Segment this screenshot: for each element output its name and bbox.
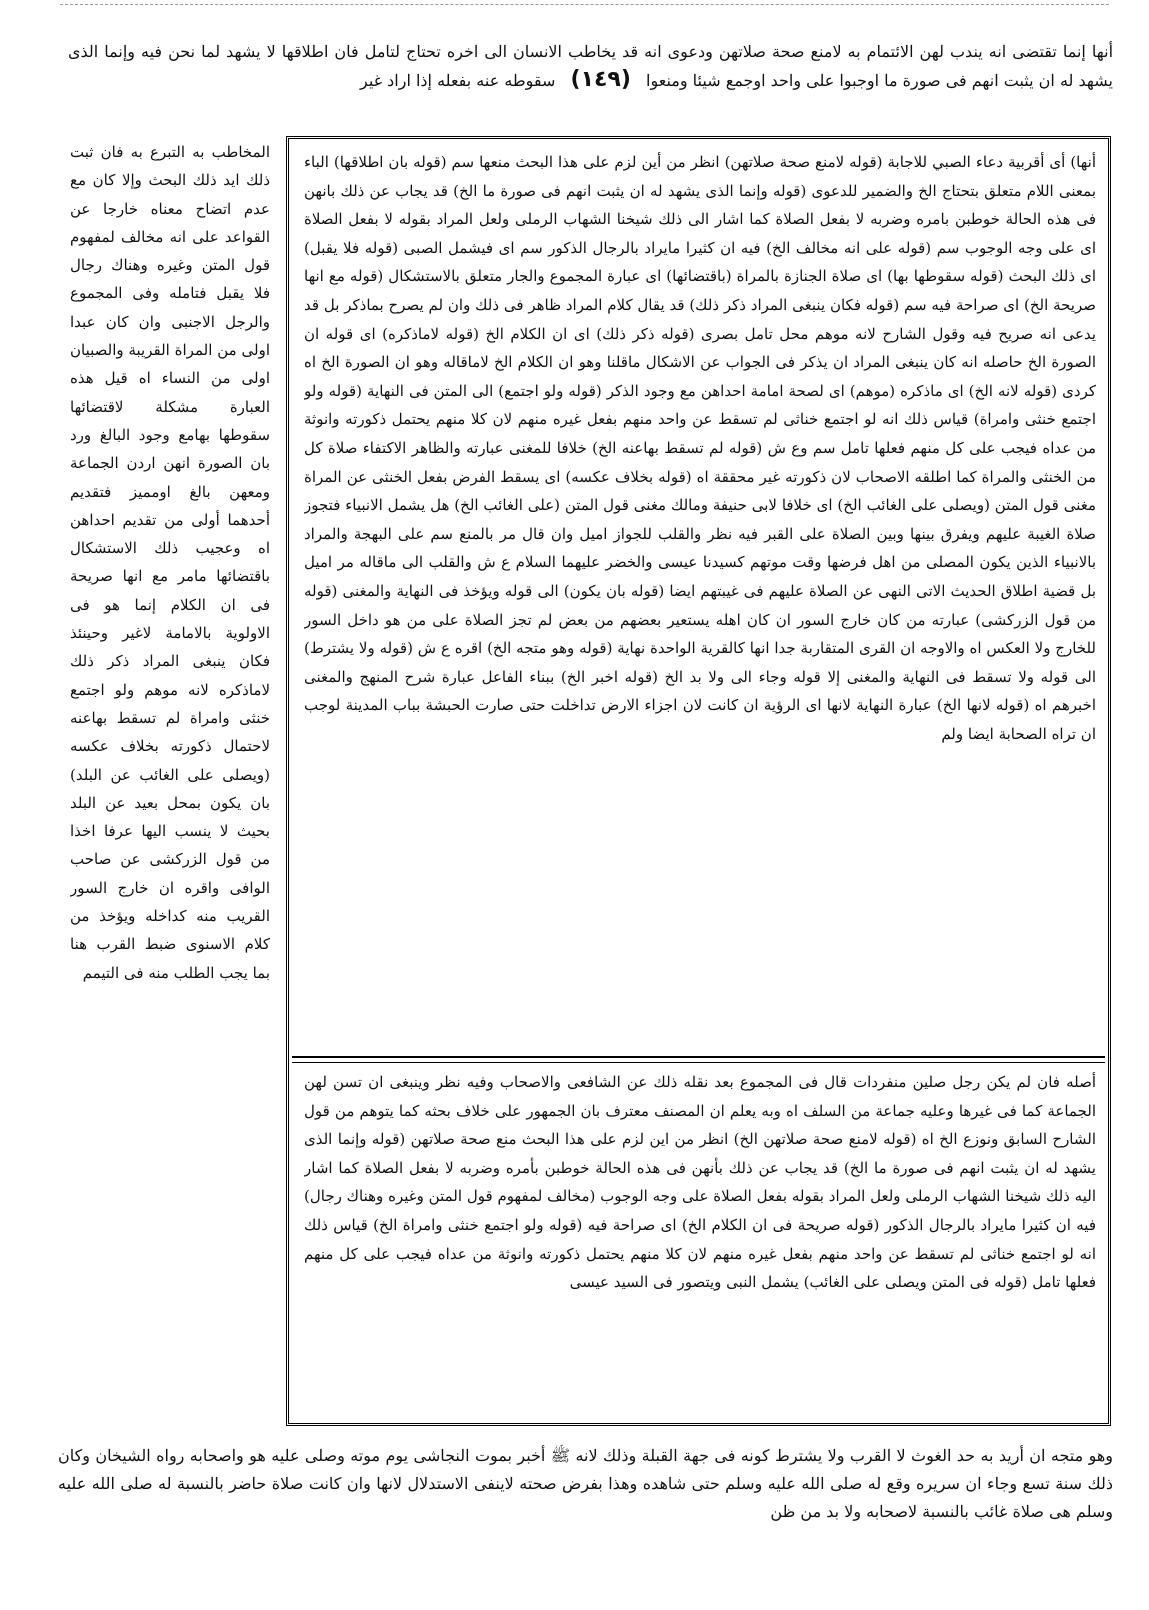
main-top-line1: أنها إنما تقتضى انه يندب لهن الائتمام به لامنع صحة صلاتهن ودعوى انه قد يخاطب الانسان الى اخره تحتاج لتامل فان اطلاقها لا يشهد لما نحن [168, 42, 1113, 61]
main-text-side-column: المخاطب به التبرع به فان ثبت ذلك ايد ذلك البحث وإلا كان مع عدم اتضاح معناه خارجا عن القواعد على انه مخالف لمفهوم قول المتن وغيره وهناك رجال فلا يقبل فتامله وفى المجموع والرجل الاجنبى وان كان عبدا اولى من المراة القريبة والصبيان اولى من النساء اه قيل هذه العبارة مشكلة لاقتضائها سقوطها بهامع وجود البالغ ورد بان الصورة انهن اردن الجماعة ومعهن بالغ اومميز فتقديم أحدهما أولى من تقديم احداهن اه وعجيب ذلك الاستشكال باقتضائها مامر مع انها صريحة فى ان الكلام إنما هو فى الاولوية بالامامة لاغير وحينئذ فكان ينبغى المراد ذكر ذلك لاماذكره لانه موهم ولو اجتمع خنثى وامراة لم تسقط بهاعنه لاحتمال ذكورته بخلاف عكسه (ويصلى على الغائب عن البلد) بان يكون بمحل بعيد عن البلد بحيث لا ينسب اليها عرفا اخذا من قول الزركشى عن صاحب الوافى واقره ان خارج السور القريب منه كداخله ويؤخذ من كلام الاسنوى ضبط القرب هنا بما يجب الطلب منه فى التيمم [70, 143, 270, 982]
commentary-upper: أنها) أى أقربية دعاء الصبي للاجابة (قوله لامنع صحة صلاتهن) انظر من أين لزم على هذا البحث منعها سم (قوله بان اطلاقها) الباء بمعنى اللام متعلق بتحتاج الخ والضمير للدعوى (قوله وإنما الذى يشهد له ان يثبت انهم فى صورة ما الخ) قد يجاب عن ذلك بانهن فى هذه الحالة خوطبن بامره وضربه لا بفعل الصلاة كما اشار الى ذلك شيخنا الشهاب الرملى ولعل المراد بقوله لا بفعل الصلاة اى على وجه الوجوب سم (قوله على انه مخالف الخ) فيه ان كثيرا مايراد بالرجال الذكور سم اى فيشمل الصبى (قوله فلا يقبل) اى ذلك البحث (قوله سقوطها بها) اى صلاة الجنازة بالمراة (باقتضائها) اى عبارة المجموع والجار متعلق بالاستشكال (قوله مع انها صريحة الخ) اى صراحة فيه سم (قوله فكان ينبغى المراد ذكر ذلك) قد يقال كلام المراد ظاهر فى ذلك وان لم يصرح بماذكر بل قد يدعى انه صريح فيه وقول الشارح لانه موهم محل تامل بصرى (قوله ذكر ذلك) اى ان الكلام الخ (قوله لاماذكره) اى قوله ان الصورة الخ حاصله انه كان ينبغى المراد ان يذكر فى الجواب عن الاشكال ماقلنا وهو ان الكلام الخ لاماقاله وهو ان الصورة الخ اه كردى (قوله لانه الخ) اى ماذكره (موهم) اى لصحة امامة احداهن مع وجود الذكر (قوله ولو اجتمع) الى المتن فى النهاية (قوله ولو اجتمع خنثى وامراة) قياس ذلك انه لو اجتمع خناثى لم تسقط عن واحد منهم بفعل غيره منهم لان كلا منهم يحتمل ذكورته وانوثة من عداه فيجب على كل منهم فعلها تامل سم وع ش (قوله لم تسقط بهاعنه الخ) خلافا للمغنى عبارته والظاهر الاكتفاء صلاة كل من الخنثى والمراة كما اطلقه الاصحاب لان ذكورته غير محققة اه (قوله بخلاف عكسه) اى يسقط الفرض بفعل الخنثى عن المراة مغنى قول المتن (ويصلى على الغائب الخ) اى خلافا لابى حنيفة ومالك مغنى قول المتن (على الغائب الخ) هل يشمل الانبياء فتجوز صلاة الغيبة عليهم ويفرق بينها وبين الصلاة على القبر فيه نظر والقلب للجواز اميل وان قال مر بالمنع سم على البهجة والمراد بالانبياء الذين يكون المصلى من اهل فرضها وقت موتهم كسيدنا عيسى والخضر عليهما السلام ع ش والقلب الى ماقاله مر اميل بل قضية اطلاق الحديث الاتى النهى عن الصلاة عليهم فى غيبتهم ايضا (قوله بان يكون) الى قوله ويؤخذ فى النهاية والمغنى (قوله من قول الزركشى) عبارته من كان خارج السور ان كان اهله يستعير بعضهم من بعض لم تجز الصلاة على من هو داخل السور للخارج ولا العكس اه والاوجه ان القرى المتقاربة جدا انها كالقرية الواحدة نهاية (قوله وهو متجه الخ) اقره ع ش (قوله ولا يشترط) الى قوله ولا تسقط فى النهاية والمغنى إلا قوله وجاء الى ولا بد الخ (قوله اخبر الخ) ببناء الفاعل عبارة شرح المنهج والمغنى اخبرهم اه (قوله لانها الخ) عبارة النهاية لانها اى الرؤية ان كانت لان اجزاء الارض تداخلت حتى صارت الحبشة بباب المدينة لوجب ان تراه الصحابة ايضا ولم [304, 153, 1096, 743]
main-top-line2b: سقوطه عنه بفعله إذا اراد غير [360, 71, 556, 90]
main-text-top [68, 38, 1113, 138]
commentary-divider-thin [292, 1062, 1105, 1063]
main-text-bottom: وهو متجه ان أريد به حد الغوث لا القرب ولا يشترط كونه فى جهة القبلة وذلك لانه ﷺ أخبر بموت النجاشى يوم موته وصلى عليه هو واصحابه رواه الشيخان وكان ذلك سنة تسع وجاء ان سريره وقع له صلى الله عليه وسلم حتى شاهده وهذا بفرض صحته لاينفى الاستدلال لانها وان كانت صلاة حاضر بالنسبة له صلى الله عليه وسلم هى صلاة غائب بالنسبة لاصحابه ولا بد من ظن [58, 1446, 1113, 1521]
main-top-line2a: فيه وإنما الذى يشهد له ان يثبت انهم فى صورة ما اوجبوا على واحد اوجمع شيئا ومنعوا [68, 42, 1113, 90]
commentary-lower: أصله فان لم يكن رجل صلين منفردات قال فى المجموع بعد نقله ذلك عن الشافعى والاصحاب وفيه نظر وينبغى ان تسن لهن الجماعة كما فى غيرها وعليه جماعة من السلف اه وبه يعلم ان المصنف معترف بان الجمهور على خلاف بحثه كما يتوهم من قول الشارح السابق ونوزع الخ اه (قوله لامنع صحة صلاتهن الخ) انظر من اين لزم على هذا البحث منع صحة صلاتهن (قوله وإنما الذى يشهد له ان يثبت انهم فى صورة ما الخ) قد يجاب عن ذلك بأنهن فى هذه الحالة خوطبن بأمره وضربه لا بفعل الصلاة كما اشار اليه ذلك شيخنا الشهاب الرملى ولعل المراد بقوله بفعل الصلاة على وجه الوجوب (مخالف لمفهوم قول المتن وغيره وهناك رجال) فيه ان كثيرا مايراد بالرجال الذكور (قوله صريحة فى ان الكلام الخ) اى صراحة فيه (قوله ولو اجتمع خنثى وامراة الخ) قياس ذلك انه لو اجتمع خناثى لم تسقط عن واحد منهم بفعل غيره منهم لان كلا منهم يحتمل ذكورته وانوثة من عداه فيجب على كل منهم فعلها تامل (قوله فى المتن ويصلى على الغائب) يشمل النبى ويتصور فى السيد عيسى [304, 1073, 1096, 1292]
commentary-divider [292, 1056, 1105, 1058]
top-dashed-rule [60, 4, 1109, 5]
page-number: (١٤٩) [570, 67, 631, 92]
